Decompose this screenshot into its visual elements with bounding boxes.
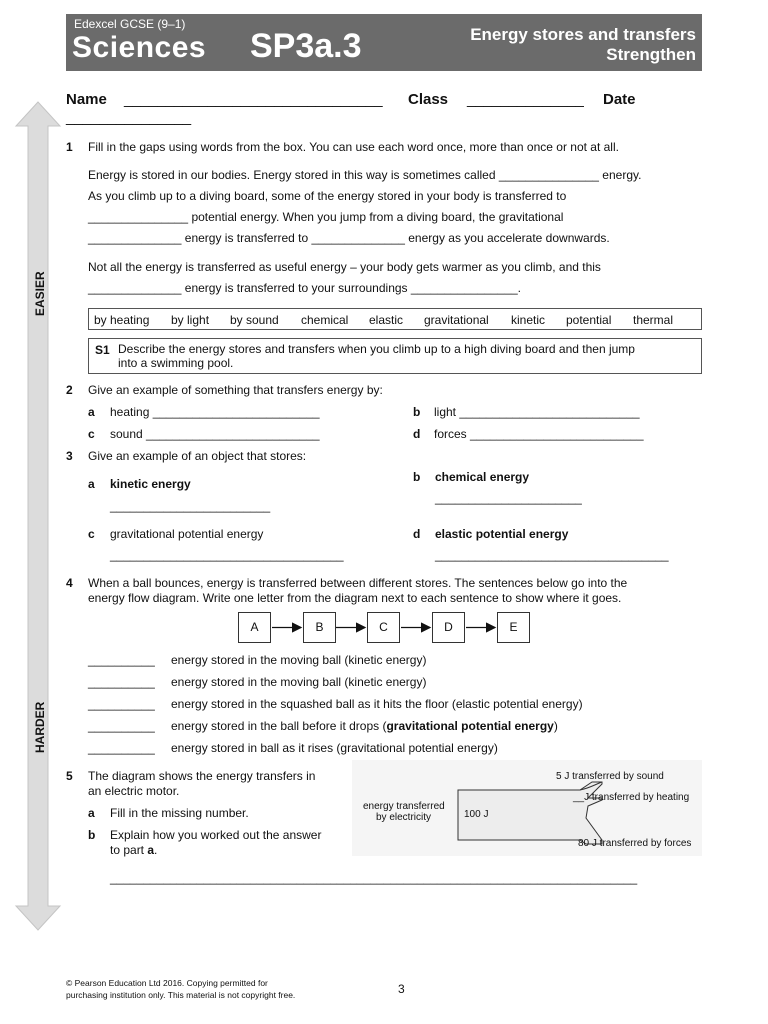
flow-box-d: D	[432, 612, 465, 643]
flow-box-c: C	[367, 612, 400, 643]
date-label: Date	[603, 91, 636, 108]
q4-blank-4[interactable]: __________	[88, 719, 155, 733]
q3c-label: c	[88, 527, 95, 541]
worksheet-title: Energy stores and transfers	[470, 25, 696, 44]
diagram-output-forces: 80 J transferred by forces	[578, 838, 692, 849]
class-label: Class	[408, 91, 449, 108]
name-field[interactable]: _______________________________	[124, 91, 383, 108]
q5-text: The diagram shows the energy transfers in	[88, 769, 316, 783]
q4-sentence-4: energy stored in the ball before it drops (gravitational potential energy)	[171, 719, 558, 733]
q1-text-line[interactable]: ______________ energy is transferred to your surroundings ________________.	[88, 281, 521, 295]
q4-blank-2[interactable]: __________	[88, 675, 155, 689]
diagram-output-sound: 5 J transferred by sound	[556, 771, 664, 782]
q1-text-line[interactable]: Energy is stored in our bodies. Energy stored in this way is sometimes called _______________ energy.	[88, 168, 642, 182]
q3a-label: a	[88, 477, 95, 491]
word-option: thermal	[633, 313, 674, 327]
harder-label: HARDER	[33, 701, 47, 753]
flow-box-e: E	[497, 612, 530, 643]
q4-text: When a ball bounces, energy is transferred between different stores. The sentences below go into the	[88, 576, 628, 590]
flow-box-a: A	[238, 612, 271, 643]
q1-instruction: Fill in the gaps using words from the box. You can use each word once, more than once or not at all.	[88, 140, 619, 154]
q3d-text: elastic potential energy	[435, 527, 569, 541]
q1-text-line[interactable]: _______________ potential energy. When you jump from a diving board, the gravitational	[88, 210, 564, 224]
q3-number: 3	[66, 449, 73, 463]
q3a-text: kinetic energy	[110, 477, 191, 491]
copyright-line: purchasing institution only. This material is not copyright free.	[66, 990, 296, 1000]
s1-text: into a swimming pool.	[118, 356, 234, 370]
q3b-label: b	[413, 470, 421, 484]
q5b-text: to part a.	[110, 843, 158, 857]
diagram-input-label: energy transferred	[363, 801, 445, 812]
q1-text-line: As you climb up to a diving board, some of the energy stored in your body is transferred to	[88, 189, 567, 203]
q3d-answer[interactable]: ___________________________________	[435, 548, 669, 562]
brand-title: Sciences	[72, 31, 207, 64]
q1-text-line[interactable]: ______________ energy is transferred to ______________ energy as you accelerate downwards.	[88, 231, 610, 245]
exam-board: Edexcel GCSE (9–1)	[74, 17, 186, 31]
q4-sentence-2: energy stored in the moving ball (kinetic energy)	[171, 675, 427, 689]
word-option: elastic	[369, 313, 404, 327]
q3c-text: gravitational potential energy	[110, 527, 264, 541]
flow-box-b: B	[303, 612, 336, 643]
q3b-answer[interactable]: ______________________	[435, 491, 582, 505]
q2d-label: d	[413, 427, 421, 441]
word-option: potential	[566, 313, 612, 327]
copyright-line: © Pearson Education Ltd 2016. Copying permitted for	[66, 978, 268, 988]
difficulty-arrow	[14, 100, 62, 932]
q3c-answer[interactable]: ___________________________________	[110, 548, 344, 562]
q2c-answer[interactable]: sound __________________________	[110, 427, 320, 441]
q3a-answer[interactable]: ________________________	[110, 499, 271, 513]
s1-text: Describe the energy stores and transfers when you climb up to a high diving board and then jump	[118, 342, 635, 356]
q2b-label: b	[413, 405, 421, 419]
q4-number: 4	[66, 576, 73, 590]
q4-text: energy flow diagram. Write one letter from the diagram next to each sentence to show where it goes.	[88, 591, 622, 605]
word-option: by sound	[230, 313, 279, 327]
q4-blank-5[interactable]: __________	[88, 741, 155, 755]
q3d-label: d	[413, 527, 421, 541]
q2a-answer[interactable]: heating _________________________	[110, 405, 320, 419]
q4-sentence-3: energy stored in the squashed ball as it hits the floor (elastic potential energy)	[171, 697, 583, 711]
q3-text: Give an example of an object that stores:	[88, 449, 307, 463]
q4-sentence-5: energy stored in ball as it rises (gravitational potential energy)	[171, 741, 498, 755]
q2-number: 2	[66, 383, 73, 397]
q5-number: 5	[66, 769, 73, 783]
flow-arrows	[238, 612, 530, 643]
word-option: chemical	[301, 313, 349, 327]
word-option: by light	[171, 313, 210, 327]
easier-label: EASIER	[33, 271, 47, 316]
worksheet-level: Strengthen	[606, 45, 696, 64]
q2-text: Give an example of something that transfers energy by:	[88, 383, 383, 397]
q5b-label: b	[88, 828, 96, 842]
q3b-text: chemical energy	[435, 470, 530, 484]
s1-label: S1	[95, 343, 110, 357]
q2a-label: a	[88, 405, 95, 419]
q5a-label: a	[88, 806, 95, 820]
class-field[interactable]: ______________	[467, 91, 584, 108]
word-option: gravitational	[424, 313, 489, 327]
q2c-label: c	[88, 427, 95, 441]
name-label: Name	[66, 91, 107, 108]
diagram-input-value: 100 J	[464, 809, 489, 820]
word-box	[88, 308, 702, 330]
q1-number: 1	[66, 140, 73, 154]
page-number: 3	[398, 982, 405, 996]
q2b-answer[interactable]: light ___________________________	[434, 405, 640, 419]
q2d-answer[interactable]: forces __________________________	[434, 427, 644, 441]
q5b-text: Explain how you worked out the answer	[110, 828, 322, 842]
worksheet-code: SP3a.3	[250, 27, 362, 65]
q4-sentence-1: energy stored in the moving ball (kinetic energy)	[171, 653, 427, 667]
s1-box	[88, 338, 702, 374]
q4-blank-1[interactable]: __________	[88, 653, 155, 667]
date-field[interactable]: _______________	[66, 109, 192, 126]
word-option: by heating	[94, 313, 150, 327]
q5-answer-line[interactable]: _______________________________________________________________________________	[110, 871, 638, 885]
q1-text-line: Not all the energy is transferred as useful energy – your body gets warmer as you climb, and this	[88, 260, 601, 274]
q4-blank-3[interactable]: __________	[88, 697, 155, 711]
diagram-input-label: by electricity	[376, 812, 432, 823]
q5-text: an electric motor.	[88, 784, 180, 798]
q5a-text: Fill in the missing number.	[110, 806, 249, 820]
diagram-output-heating[interactable]: __J transferred by heating	[573, 792, 690, 803]
header-banner	[66, 14, 702, 71]
word-option: kinetic	[511, 313, 546, 327]
